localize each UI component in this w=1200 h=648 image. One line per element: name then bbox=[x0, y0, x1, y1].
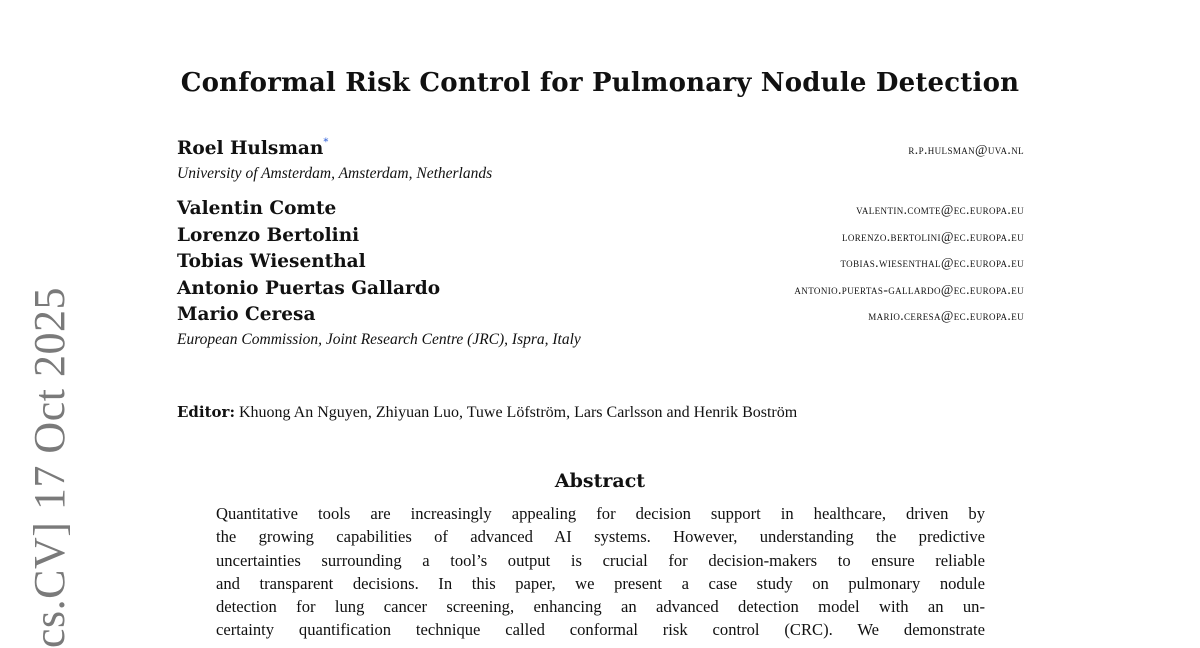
affiliation: European Commission, Joint Research Centre (JRC), Ispra, Italy bbox=[177, 330, 581, 348]
editor-line bbox=[177, 403, 797, 422]
author-email[interactable]: lorenzo.bertolini@ec.europa.eu bbox=[841, 228, 1024, 244]
author-name: Valentin Comte bbox=[177, 198, 337, 219]
footnote-mark-link[interactable]: * bbox=[323, 136, 329, 148]
affiliation: University of Amsterdam, Amsterdam, Netherlands bbox=[177, 164, 493, 182]
abstract-heading: Abstract bbox=[554, 470, 646, 492]
author-row bbox=[177, 225, 1024, 252]
arxiv-stamp: cs.CV] 17 Oct 2025 bbox=[25, 287, 74, 648]
author-name: Tobias Wiesenthal bbox=[177, 251, 366, 272]
abstract-line: Quantitative tools are increasingly appealing for decision support in healthcare, driven by bbox=[216, 504, 985, 523]
author-name: Mario Ceresa bbox=[177, 304, 316, 325]
author-group-2 bbox=[177, 198, 1024, 349]
author-email[interactable]: mario.ceresa@ec.europa.eu bbox=[868, 308, 1024, 323]
abstract-line: the growing capabilities of advanced AI systems. However, understanding the predictive bbox=[216, 527, 985, 547]
author-name: Antonio Puertas Gallardo bbox=[177, 277, 441, 299]
author-group-1 bbox=[177, 138, 1024, 183]
author-email[interactable]: r.p.hulsman@uva.nl bbox=[908, 142, 1024, 157]
abstract-line: uncertainties surrounding a tool’s output is crucial for decision-makers to ensure reliable bbox=[216, 550, 985, 570]
author-email[interactable]: antonio.puertas-gallardo@ec.europa.eu bbox=[794, 281, 1024, 297]
author-email[interactable]: valentin.comte@ec.europa.eu bbox=[856, 202, 1024, 217]
author-name: Lorenzo Bertolini bbox=[177, 224, 360, 246]
editor-names: Khuong An Nguyen, Zhiyuan Luo, Tuwe Löfström, Lars Carlsson and Henrik Boström bbox=[239, 404, 798, 421]
author-row bbox=[177, 138, 1024, 165]
editor-label: Editor: bbox=[177, 403, 235, 421]
author-row bbox=[177, 198, 1024, 225]
author-name: Roel Hulsman* bbox=[177, 136, 329, 159]
author-row bbox=[177, 278, 1024, 305]
abstract-line: and transparent decisions. In this paper, we present a case study on pulmonary nodule bbox=[216, 573, 985, 593]
abstract-line: detection for lung cancer screening, enhancing an advanced detection model with an un- bbox=[216, 597, 985, 617]
author-row bbox=[177, 304, 1024, 331]
author-email[interactable]: tobias.wiesenthal@ec.europa.eu bbox=[840, 255, 1024, 270]
author-row bbox=[177, 251, 1024, 278]
paper-title: Conformal Risk Control for Pulmonary Nodule Detection bbox=[180, 68, 1020, 98]
abstract-line: certainty quantification technique called conformal risk control (CRC). We demonstrate bbox=[216, 620, 985, 640]
abstract-body bbox=[216, 502, 985, 642]
